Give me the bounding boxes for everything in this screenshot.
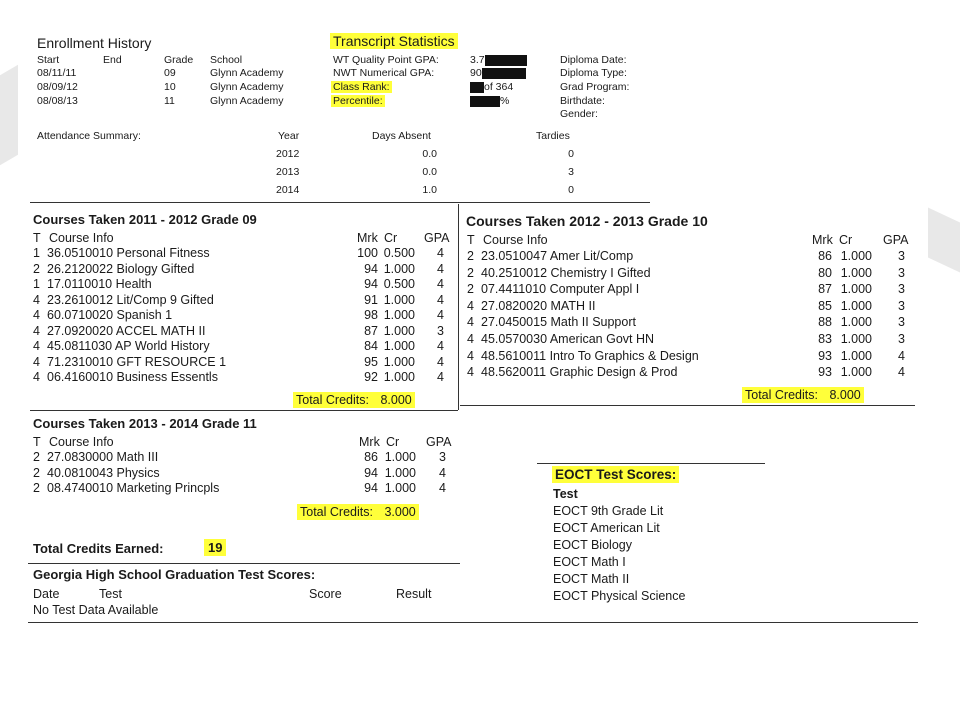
col-header-gpa: GPA bbox=[883, 233, 909, 247]
ghsgt-header-date: Date bbox=[33, 587, 60, 601]
course-credit: 1.000 bbox=[383, 308, 415, 322]
course-type: 4 bbox=[33, 354, 40, 369]
divider bbox=[458, 204, 459, 410]
course-type: 4 bbox=[33, 323, 40, 338]
course-gpa: 3 bbox=[898, 249, 905, 263]
course-gpa: 4 bbox=[437, 354, 444, 369]
total-credits-2013 bbox=[297, 504, 419, 520]
course-mark: 80 bbox=[818, 265, 832, 280]
transcript-stats-title: Transcript Statistics bbox=[330, 33, 458, 49]
course-gpa: 4 bbox=[437, 370, 444, 384]
divider bbox=[460, 405, 915, 406]
course-mark: 92 bbox=[364, 370, 378, 384]
course-info: 23.2610012 Lit/Comp 9 Gifted bbox=[47, 292, 214, 307]
course-gpa: 4 bbox=[437, 277, 444, 291]
redaction-mark bbox=[485, 55, 527, 66]
course-credit: 1.000 bbox=[383, 370, 415, 384]
enrollment-row-start: 08/08/13 bbox=[37, 95, 78, 107]
course-info: 45.0570030 American Govt HN bbox=[481, 332, 655, 346]
course-info: 36.0510010 Personal Fitness bbox=[47, 246, 210, 260]
course-type: 2 bbox=[33, 261, 40, 276]
enrollment-row-grade: 11 bbox=[164, 95, 175, 107]
watermark-right bbox=[928, 208, 960, 273]
course-credit: 1.000 bbox=[840, 332, 872, 346]
divider bbox=[537, 463, 765, 464]
course-mark: 94 bbox=[364, 277, 378, 291]
course-info: 40.2510012 Chemistry I Gifted bbox=[481, 265, 651, 280]
stat-label-percentile: Percentile: bbox=[333, 95, 383, 107]
total-credits-label: Total Credits: bbox=[745, 388, 818, 402]
course-type: 4 bbox=[467, 348, 474, 363]
col-header-gpa: GPA bbox=[424, 231, 450, 245]
course-info: 08.4740010 Marketing Princpls bbox=[47, 481, 220, 495]
courses-2012-title: Courses Taken 2012 - 2013 Grade 10 bbox=[466, 213, 708, 229]
course-credit: 1.000 bbox=[383, 354, 415, 369]
course-type: 2 bbox=[33, 450, 40, 464]
stat-value-wt-gpa bbox=[470, 54, 527, 66]
ghsgt-empty-message: No Test Data Available bbox=[33, 603, 159, 617]
ghsgt-title: Georgia High School Graduation Test Scores: bbox=[33, 567, 316, 582]
course-mark: 94 bbox=[364, 465, 378, 480]
eoct-test-item: EOCT 9th Grade Lit bbox=[553, 504, 664, 518]
course-info: 48.5610011 Intro To Graphics & Design bbox=[481, 348, 699, 363]
course-gpa: 3 bbox=[898, 315, 905, 330]
course-credit: 1.000 bbox=[840, 348, 872, 363]
enrollment-header-grade: Grade bbox=[164, 54, 194, 66]
course-gpa: 3 bbox=[898, 265, 905, 280]
total-credits-2012 bbox=[742, 387, 864, 403]
course-info: 48.5620011 Graphic Design & Prod bbox=[481, 365, 678, 380]
birthdate-label: Birthdate: bbox=[560, 95, 605, 107]
gender-label: Gender: bbox=[560, 108, 598, 120]
total-credits-2011 bbox=[293, 392, 415, 408]
enrollment-row-school: Glynn Academy bbox=[210, 67, 284, 79]
course-credit: 1.000 bbox=[840, 365, 872, 380]
enrollment-row-start: 08/09/12 bbox=[37, 81, 78, 93]
col-header-cr: Cr bbox=[839, 233, 853, 247]
course-credit: 0.500 bbox=[383, 246, 415, 260]
course-mark: 91 bbox=[364, 292, 378, 307]
course-mark: 100 bbox=[357, 246, 378, 260]
course-gpa: 4 bbox=[439, 465, 446, 480]
course-mark: 93 bbox=[818, 365, 832, 380]
total-credits-label: Total Credits: bbox=[296, 393, 369, 407]
col-header-cr: Cr bbox=[384, 231, 398, 245]
divider bbox=[28, 563, 460, 564]
course-type: 4 bbox=[467, 315, 474, 330]
stat-value-nwt-gpa bbox=[470, 67, 526, 79]
course-info: 07.4411010 Computer Appl I bbox=[481, 282, 640, 297]
col-header-course: Course Info bbox=[49, 231, 114, 245]
course-credit: 1.000 bbox=[383, 323, 415, 338]
stat-value-class-rank bbox=[470, 81, 513, 93]
stat-value-wt-gpa-text: 3.7 bbox=[470, 54, 485, 66]
course-gpa: 3 bbox=[437, 323, 444, 338]
attendance-year: 2012 bbox=[276, 148, 300, 160]
course-gpa: 3 bbox=[439, 450, 446, 464]
stat-label-wt-gpa: WT Quality Point GPA: bbox=[333, 54, 439, 66]
course-gpa: 4 bbox=[437, 261, 444, 276]
diploma-date-label: Diploma Date: bbox=[560, 54, 627, 66]
ghsgt-header-test: Test bbox=[99, 587, 122, 601]
course-mark: 98 bbox=[364, 308, 378, 322]
attendance-absent: 0.0 bbox=[422, 148, 437, 160]
ghsgt-header-score: Score bbox=[309, 587, 342, 601]
course-credit: 1.000 bbox=[384, 481, 416, 495]
enrollment-header-school: School bbox=[210, 54, 243, 66]
course-credit: 1.000 bbox=[840, 315, 872, 330]
attendance-year: 2014 bbox=[276, 184, 300, 196]
course-info: 27.0450015 Math II Support bbox=[481, 315, 636, 330]
course-info: 23.0510047 Amer Lit/Comp bbox=[481, 249, 634, 263]
total-credits-value: 8.000 bbox=[380, 393, 412, 407]
course-credit: 1.000 bbox=[840, 282, 872, 297]
course-info: 26.2120022 Biology Gifted bbox=[47, 261, 195, 276]
course-mark: 93 bbox=[818, 348, 832, 363]
col-header-course: Course Info bbox=[483, 233, 548, 247]
course-type: 2 bbox=[33, 465, 40, 480]
course-gpa: 4 bbox=[437, 339, 444, 353]
enrollment-title: Enrollment History bbox=[37, 35, 152, 51]
course-credit: 1.000 bbox=[840, 265, 872, 280]
course-mark: 95 bbox=[364, 354, 378, 369]
enrollment-header-start: Start bbox=[37, 54, 60, 66]
course-info: 06.4160010 Business Essentls bbox=[47, 370, 218, 384]
eoct-test-item: EOCT Math II bbox=[553, 572, 630, 586]
ghsgt-header-result: Result bbox=[396, 587, 432, 601]
course-gpa: 3 bbox=[898, 332, 905, 346]
course-info: 45.0811030 AP World History bbox=[47, 339, 210, 353]
course-credit: 1.000 bbox=[383, 339, 415, 353]
course-type: 4 bbox=[467, 298, 474, 313]
stat-value-percentile-text: % bbox=[500, 95, 510, 107]
col-header-gpa: GPA bbox=[426, 435, 452, 449]
stat-value-percentile bbox=[470, 95, 509, 107]
course-gpa: 4 bbox=[439, 481, 446, 495]
course-type: 4 bbox=[467, 365, 474, 380]
enrollment-row-school: Glynn Academy bbox=[210, 81, 284, 93]
course-gpa: 3 bbox=[898, 282, 905, 297]
course-mark: 85 bbox=[818, 298, 832, 313]
total-credits-earned-value: 19 bbox=[204, 539, 226, 556]
eoct-test-item: EOCT Biology bbox=[553, 538, 632, 552]
divider bbox=[28, 622, 918, 623]
col-header-course: Course Info bbox=[49, 435, 114, 449]
attendance-header-year: Year bbox=[278, 130, 300, 142]
attendance-absent: 0.0 bbox=[422, 166, 437, 178]
col-header-mrk: Mrk bbox=[812, 233, 833, 247]
courses-2013-title: Courses Taken 2013 - 2014 Grade 11 bbox=[33, 416, 257, 431]
course-gpa: 4 bbox=[898, 348, 905, 363]
course-type: 1 bbox=[33, 277, 40, 291]
course-type: 2 bbox=[467, 265, 474, 280]
course-type: 4 bbox=[33, 308, 40, 322]
col-header-t: T bbox=[33, 231, 41, 245]
col-header-mrk: Mrk bbox=[359, 435, 380, 449]
enrollment-row-start: 08/11/11 bbox=[37, 67, 77, 79]
course-type: 2 bbox=[33, 481, 40, 495]
course-type: 1 bbox=[33, 246, 40, 260]
course-type: 4 bbox=[33, 292, 40, 307]
course-info: 27.0920020 ACCEL MATH II bbox=[47, 323, 206, 338]
col-header-cr: Cr bbox=[386, 435, 400, 449]
divider bbox=[30, 410, 458, 411]
total-credits-earned-label: Total Credits Earned: bbox=[33, 541, 164, 556]
course-gpa: 4 bbox=[437, 246, 444, 260]
course-credit: 1.000 bbox=[383, 292, 415, 307]
course-mark: 88 bbox=[818, 315, 832, 330]
attendance-absent: 1.0 bbox=[422, 184, 437, 196]
enrollment-header-end: End bbox=[103, 54, 122, 66]
col-header-t: T bbox=[33, 435, 41, 449]
course-info: 60.0710020 Spanish 1 bbox=[47, 308, 173, 322]
diploma-type-label: Diploma Type: bbox=[560, 67, 627, 79]
course-gpa: 3 bbox=[898, 298, 905, 313]
attendance-label: Attendance Summary: bbox=[37, 130, 141, 142]
course-mark: 94 bbox=[364, 481, 378, 495]
course-mark: 87 bbox=[364, 323, 378, 338]
eoct-title: EOCT Test Scores: bbox=[552, 466, 679, 483]
course-gpa: 4 bbox=[898, 365, 905, 380]
course-credit: 1.000 bbox=[383, 261, 415, 276]
course-credit: 1.000 bbox=[384, 465, 416, 480]
course-info: 40.0810043 Physics bbox=[47, 465, 160, 480]
course-credit: 1.000 bbox=[840, 298, 872, 313]
attendance-header-absent: Days Absent bbox=[372, 130, 431, 142]
redaction-mark bbox=[470, 96, 500, 107]
enrollment-row-grade: 10 bbox=[164, 81, 176, 93]
stat-value-class-rank-text: of 364 bbox=[484, 81, 514, 93]
watermark-left bbox=[0, 65, 18, 165]
stat-label-nwt-gpa: NWT Numerical GPA: bbox=[333, 67, 435, 79]
total-credits-value: 8.000 bbox=[829, 388, 861, 402]
course-mark: 87 bbox=[818, 282, 832, 297]
attendance-year: 2013 bbox=[276, 166, 300, 178]
course-credit: 1.000 bbox=[840, 249, 872, 263]
courses-2011-title: Courses Taken 2011 - 2012 Grade 09 bbox=[33, 212, 257, 227]
eoct-header-test: Test bbox=[553, 487, 578, 501]
eoct-test-item: EOCT American Lit bbox=[553, 521, 660, 535]
attendance-tardies: 0 bbox=[568, 148, 574, 160]
enrollment-row-school: Glynn Academy bbox=[210, 95, 284, 107]
stat-label-class-rank: Class Rank: bbox=[333, 81, 390, 93]
grad-program-label: Grad Program: bbox=[560, 81, 630, 93]
course-mark: 86 bbox=[818, 249, 832, 263]
course-mark: 84 bbox=[364, 339, 378, 353]
course-type: 2 bbox=[467, 249, 474, 263]
attendance-tardies: 0 bbox=[568, 184, 574, 196]
divider bbox=[30, 202, 650, 203]
attendance-header-tardies: Tardies bbox=[536, 130, 570, 142]
course-info: 27.0820020 MATH II bbox=[481, 298, 596, 313]
course-mark: 86 bbox=[364, 450, 378, 464]
col-header-t: T bbox=[467, 233, 475, 247]
col-header-mrk: Mrk bbox=[357, 231, 378, 245]
course-gpa: 4 bbox=[437, 308, 444, 322]
total-credits-value: 3.000 bbox=[384, 505, 416, 519]
course-info: 71.2310010 GFT RESOURCE 1 bbox=[47, 354, 227, 369]
course-info: 27.0830000 Math III bbox=[47, 450, 159, 464]
total-credits-label: Total Credits: bbox=[300, 505, 373, 519]
course-credit: 0.500 bbox=[383, 277, 415, 291]
course-info: 17.0110010 Health bbox=[47, 277, 152, 291]
course-type: 2 bbox=[467, 282, 474, 297]
stat-value-nwt-gpa-text: 90 bbox=[470, 67, 482, 79]
eoct-test-item: EOCT Math I bbox=[553, 555, 626, 569]
eoct-test-item: EOCT Physical Science bbox=[553, 589, 686, 603]
enrollment-row-grade: 09 bbox=[164, 67, 176, 79]
course-credit: 1.000 bbox=[384, 450, 416, 464]
attendance-tardies: 3 bbox=[568, 166, 574, 178]
redaction-mark bbox=[482, 68, 526, 79]
course-gpa: 4 bbox=[437, 292, 444, 307]
course-type: 4 bbox=[467, 332, 474, 346]
course-mark: 94 bbox=[364, 261, 378, 276]
course-mark: 83 bbox=[818, 332, 832, 346]
redaction-mark bbox=[470, 82, 484, 93]
course-type: 4 bbox=[33, 370, 40, 384]
course-type: 4 bbox=[33, 339, 40, 353]
